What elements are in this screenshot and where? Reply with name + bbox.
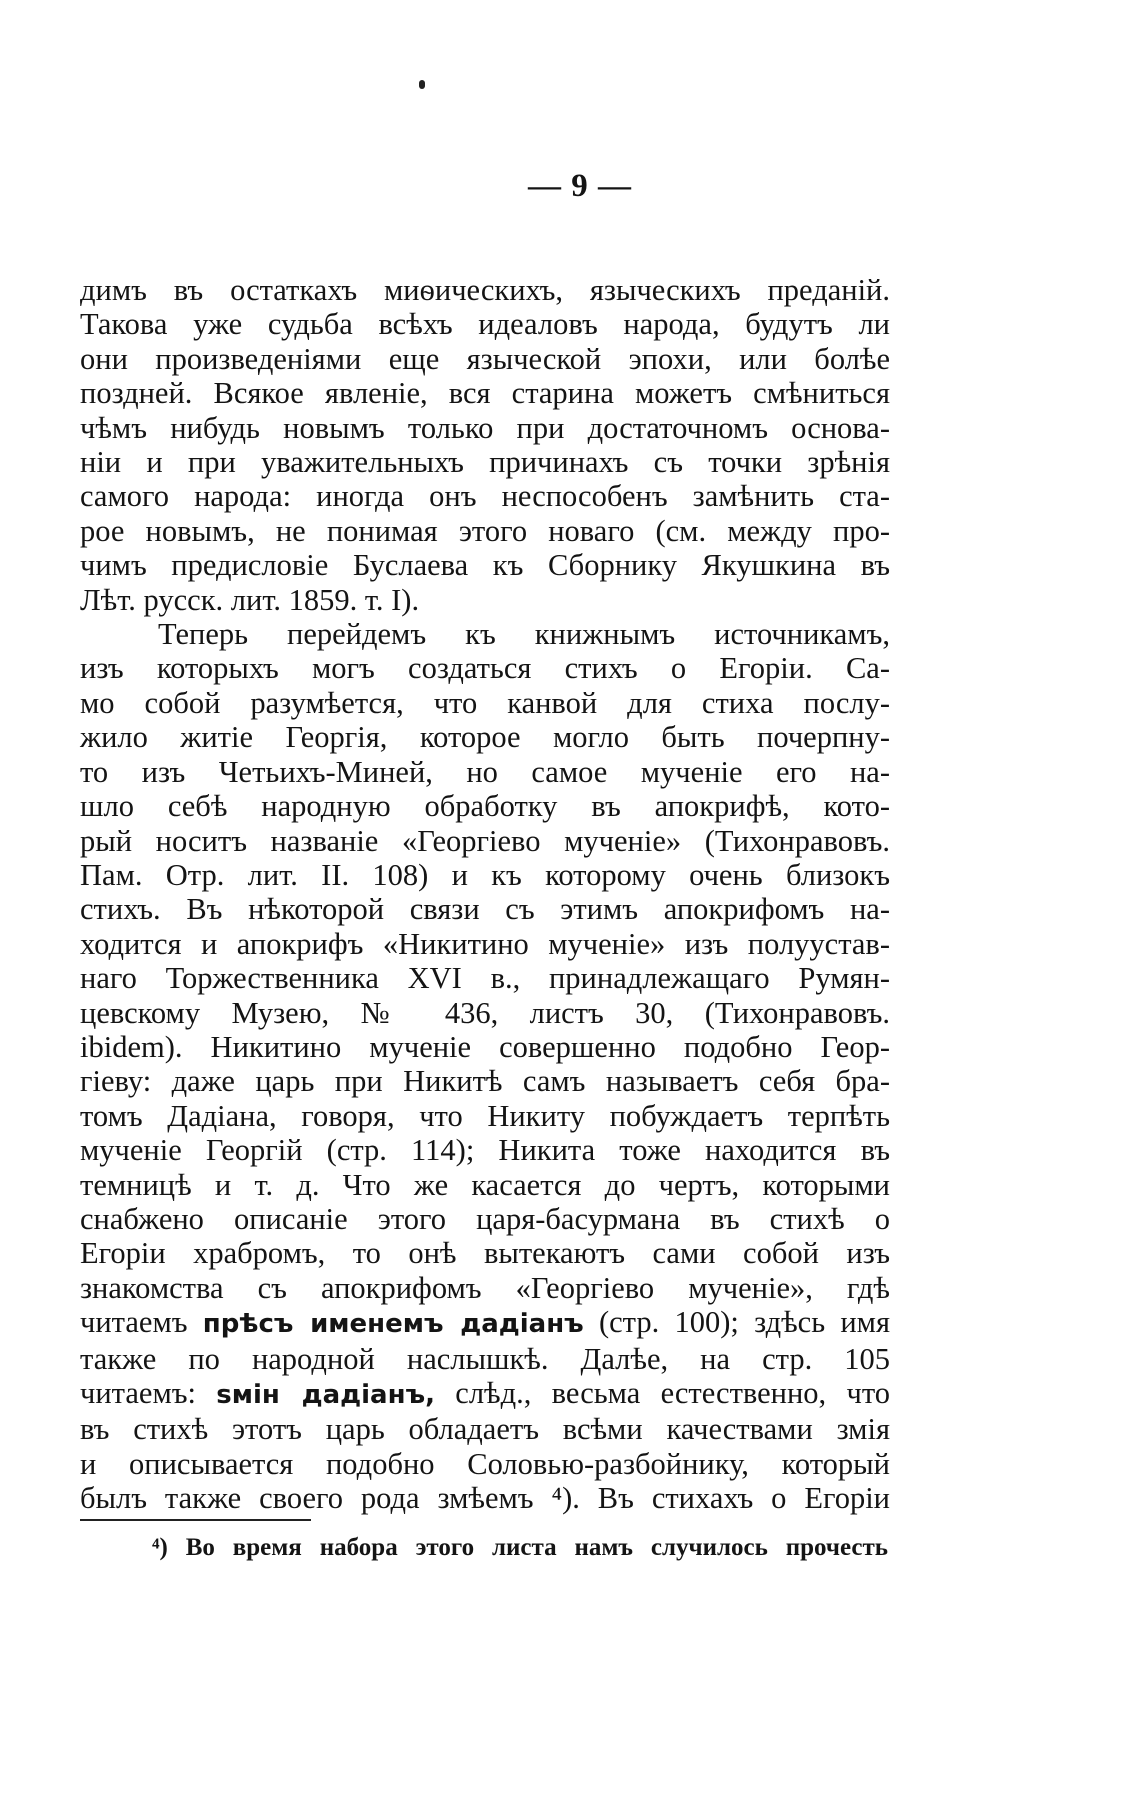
footnote: ⁴) Во время набора этого листа намъ случилось прочесть	[152, 1534, 888, 1561]
text-line: самого народа: иногда онъ неспособенъ замѣнить ста-	[80, 479, 890, 514]
text-line: шло себѣ народную обработку въ апокрифѣ, кото-	[80, 789, 890, 824]
slavonic-quote: прѣсъ именемъ дадіанъ	[202, 1309, 584, 1340]
text-line: то изъ Четьихъ-Миней, но самое мученіе его на-	[80, 754, 890, 789]
text-line: рое новымъ, не понимая этого новаго (см. между про-	[80, 513, 890, 548]
text-line: гіеву: даже царь при Никитѣ самъ называетъ себя бра-	[80, 1064, 890, 1099]
text-line: знакомства съ апокрифомъ «Георгіево мученіе», гдѣ	[80, 1270, 890, 1305]
text-line: чимъ предисловіе Буслаева къ Сборнику Якушкина въ	[80, 548, 890, 583]
text-line: стихъ. Въ нѣкоторой связи съ этимъ апокрифомъ на-	[80, 892, 890, 927]
text-line: былъ также своего рода змѣемъ ⁴). Въ стихахъ о Егоріи	[80, 1481, 890, 1516]
page-number: — 9 —	[528, 168, 632, 204]
text-line: рый носитъ названіе «Георгіево мученіе» (Тихонравовъ.	[80, 823, 890, 858]
text-line: ходится и апокрифъ «Никитино мученіе» изъ полуустав-	[80, 926, 890, 961]
text-line: изъ которыхъ могъ создаться стихъ о Егоріи. Са-	[80, 651, 890, 686]
text-line: чѣмъ нибудь новымъ только при достаточномъ основа-	[80, 410, 890, 445]
text-line: томъ Дадіана, говоря, что Никиту побуждаетъ терпѣть	[80, 1098, 890, 1133]
text-line: Такова уже судьба всѣхъ идеаловъ народа, будутъ ли	[80, 307, 890, 342]
text-line: также по народной наслышкѣ. Далѣе, на стр. 105	[80, 1341, 890, 1376]
text-line: снабжено описаніе этого царя-басурмана въ стихѣ о	[80, 1201, 890, 1236]
print-speck	[419, 80, 425, 89]
text-line: они произведеніями еще языческой эпохи, или болѣе	[80, 341, 890, 376]
body-text	[80, 273, 890, 1516]
text-line: Пам. Отр. лит. II. 108) и къ которому очень близокъ	[80, 857, 890, 892]
text-line: наго Торжественника XVI в., принадлежащаго Румян-	[80, 961, 890, 996]
text-line: жило житіе Георгія, которое могло быть почерпну-	[80, 720, 890, 755]
text-line: темницѣ и т. д. Что же касается до чертъ, которыми	[80, 1167, 890, 1202]
text-line: и описывается подобно Соловью-разбойнику, который	[80, 1446, 890, 1481]
text-line: читаемъ: ѕмін дадіанъ, слѣд., весьма естественно, что	[80, 1376, 890, 1410]
paragraph-end-line: Лѣт. русск. лит. 1859. т. I).	[80, 582, 420, 617]
text-line: димъ въ остаткахъ миѳическихъ, языческихъ преданій.	[80, 273, 890, 307]
text-line: мо собой разумѣется, что канвой для стиха послу-	[80, 685, 890, 720]
text-line: поздней. Всякое явленіе, вся старина можетъ смѣниться	[80, 376, 890, 411]
text-line: читаемъ прѣсъ именемъ дадіанъ (стр. 100); здѣсь имя	[80, 1305, 890, 1340]
text-line: мученіе Георгій (стр. 114); Никита тоже находится въ	[80, 1133, 890, 1168]
text-line: ibidem). Никитино мученіе совершенно подобно Геор-	[80, 1029, 890, 1064]
slavonic-quote: ѕмін дадіанъ,	[216, 1380, 435, 1410]
text-line: ніи и при уважительныхъ причинахъ съ точки зрѣнія	[80, 445, 890, 480]
footnote-rule	[80, 1519, 311, 1521]
text-line: въ стихѣ этотъ царь обладаетъ всѣми качествами змія	[80, 1412, 890, 1447]
paragraph-start-line: Теперь перейдемъ къ книжнымъ источникамъ,	[158, 617, 890, 652]
text-line: Егоріи храбромъ, то онѣ вытекаютъ сами собой изъ	[80, 1236, 890, 1271]
text-line: цевскому Музею, № 436, листъ 30, (Тихонравовъ.	[80, 995, 890, 1030]
